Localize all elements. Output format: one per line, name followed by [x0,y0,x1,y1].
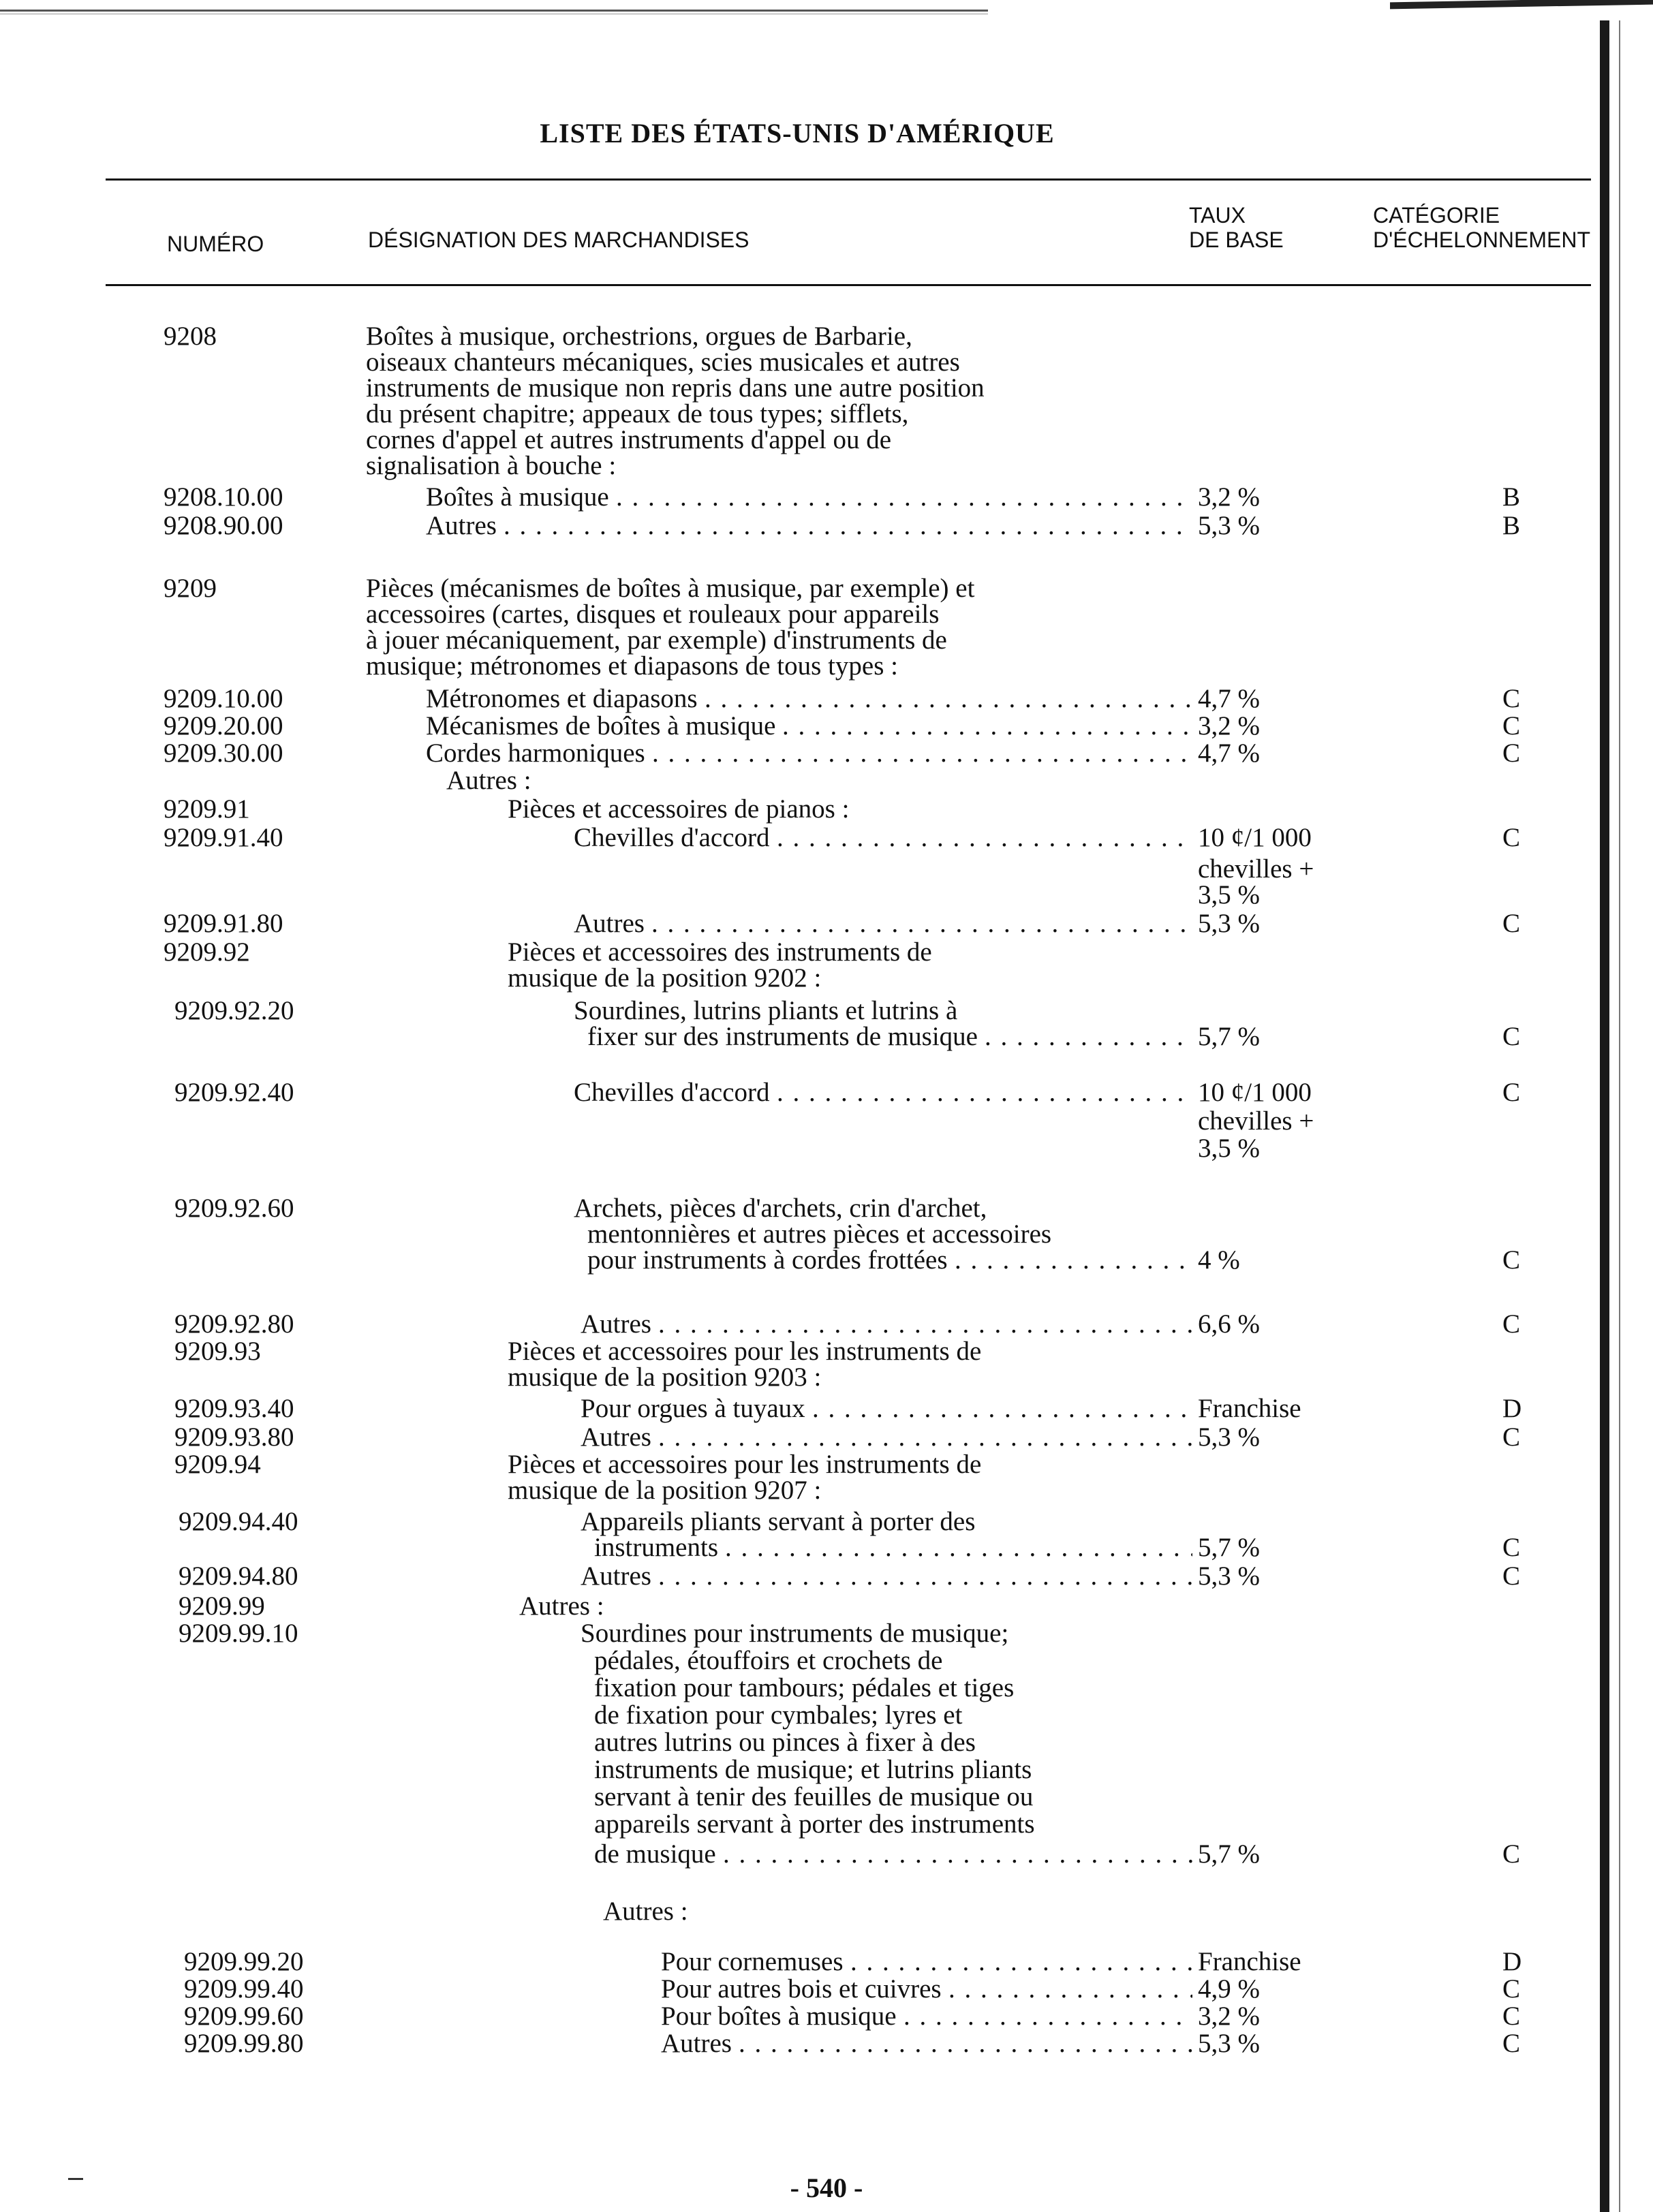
tariff-number: 9209.94 [174,1450,261,1479]
column-header-taux-line2: DE BASE [1189,228,1284,252]
staging-category: C [1502,1533,1521,1562]
table-row [0,963,1594,993]
goods-description: Autres [574,909,645,938]
scan-edge-right-thin [1619,20,1620,2212]
table-row [0,1646,1594,1676]
tariff-number: 9208 [164,322,217,351]
base-rate: 3,5 % [1198,1134,1260,1163]
staging-category: C [1502,1974,1521,2004]
goods-description: cornes d'appel et autres instruments d'appel ou de [366,425,892,454]
goods-description: Pièces et accessoires pour les instruments de [508,1450,982,1479]
staging-category: C [1502,1422,1521,1452]
page-number: - 540 - [790,2172,863,2203]
tariff-number: 9209.20.00 [164,711,283,741]
table-row [0,1078,1594,1108]
base-rate: Franchise [1198,1394,1301,1423]
goods-description: de musique [594,1839,716,1869]
goods-description: pédales, étouffoirs et crochets de [594,1646,943,1675]
table-row [0,1728,1594,1758]
tariff-number: 9209.94.40 [179,1507,298,1536]
table-row [0,1022,1594,1052]
table-row [0,1809,1594,1839]
scan-corner-shadow [1390,0,1653,9]
dot-leader [850,1947,1192,1977]
dot-leader [782,711,1192,741]
base-rate: Franchise [1198,1947,1301,1976]
goods-description: fixer sur des instruments de musique [587,1022,978,1051]
goods-description: Autres [581,1422,651,1452]
table-row [0,2029,1594,2059]
dot-leader [725,1533,1192,1563]
column-header-numero: NUMÉRO [167,232,264,256]
base-rate: chevilles + [1198,854,1314,884]
goods-description: Cordes harmoniques [426,738,645,768]
tariff-number: 9209.93.40 [174,1394,294,1423]
goods-description: Boîtes à musique [426,482,609,512]
staging-category: C [1502,823,1521,852]
base-rate: 3,2 % [1198,482,1260,512]
dot-leader [504,511,1192,541]
goods-description: appareils servant à porter des instruments [594,1809,1035,1839]
column-header-taux-line1: TAUX [1189,203,1246,228]
tariff-number: 9209.94.80 [179,1561,298,1591]
goods-description: Autres : [446,766,531,795]
tariff-number: 9209.92.40 [174,1078,294,1107]
goods-description: Boîtes à musique, orchestrions, orgues de Barbarie, [366,322,912,351]
table-row [0,651,1594,681]
base-rate: 5,3 % [1198,1561,1260,1591]
base-rate: 10 ¢/1 000 [1198,823,1312,852]
table-row [0,1974,1594,2004]
tariff-number: 9209.99.60 [184,2001,304,2031]
goods-description: servant à tenir des feuilles de musique ou [594,1782,1034,1811]
table-row [0,1700,1594,1730]
base-rate: 5,3 % [1198,909,1260,938]
dot-leader [739,2029,1192,2059]
tariff-number: 9209.92 [164,937,250,967]
table-row [0,1422,1594,1452]
base-rate: 5,3 % [1198,2029,1260,2058]
table-row [0,451,1594,481]
base-rate: 4,9 % [1198,1974,1260,2004]
staging-category: C [1502,909,1521,938]
table-row [0,880,1594,910]
goods-description: accessoires (cartes, disques et rouleaux pour appareils [366,599,940,629]
goods-description: instruments de musique non repris dans une autre position [366,373,985,403]
dot-leader [658,1309,1192,1339]
base-rate: chevilles + [1198,1106,1314,1136]
column-header-taux [1189,203,1284,252]
base-rate: 5,7 % [1198,1533,1260,1562]
table-row [0,738,1594,768]
goods-description: musique; métronomes et diapasons de tous types : [366,651,898,681]
column-header-categorie-line1: CATÉGORIE [1373,203,1500,228]
goods-description: Autres : [603,1897,688,1926]
base-rate: 4,7 % [1198,684,1260,713]
column-header-designation: DÉSIGNATION DES MARCHANDISES [368,228,750,252]
staging-category: C [1502,711,1521,741]
dot-leader [903,2001,1192,2031]
goods-description: Mécanismes de boîtes à musique [426,711,776,741]
table-row [0,1309,1594,1339]
tariff-number: 9209.91.40 [164,823,283,852]
dot-leader [985,1022,1192,1052]
goods-description: Autres [426,511,497,540]
header-rule-top [106,178,1591,181]
tariff-number: 9209.92.20 [174,996,294,1025]
table-row [0,909,1594,939]
tariff-number: 9209 [164,574,217,603]
goods-description: Archets, pièces d'archets, crin d'archet, [574,1194,987,1223]
goods-description: à jouer mécaniquement, par exemple) d'instruments de [366,625,947,655]
base-rate: 5,7 % [1198,1022,1260,1051]
table-row [0,711,1594,741]
base-rate: 3,5 % [1198,880,1260,909]
dot-leader [812,1394,1192,1424]
scan-edge-right [1600,20,1609,2212]
staging-category: C [1502,738,1521,768]
base-rate: 6,6 % [1198,1309,1260,1339]
tariff-number: 9209.99.40 [184,1974,304,2004]
staging-category: C [1502,1839,1521,1869]
goods-description: Pour boîtes à musique [661,2001,897,2031]
dot-leader [955,1245,1192,1275]
table-row [0,1533,1594,1563]
goods-description: Chevilles d'accord [574,823,770,852]
goods-description: musique de la position 9203 : [508,1362,822,1392]
table-row [0,1362,1594,1392]
base-rate: 5,7 % [1198,1839,1260,1869]
dot-leader [777,1078,1192,1108]
staging-category: C [1502,2001,1521,2031]
table-row [0,1134,1594,1164]
table-row [0,1673,1594,1703]
goods-description: signalisation à bouche : [366,451,617,480]
base-rate: 4,7 % [1198,738,1260,768]
goods-description: Pièces et accessoires pour les instruments de [508,1337,982,1366]
staging-category: C [1502,1309,1521,1339]
goods-description: Autres [581,1561,651,1591]
scan-edge-top [0,10,988,12]
table-row [0,1619,1594,1649]
dot-leader [658,1561,1192,1591]
table-row [0,1394,1594,1424]
tariff-number: 9209.99.80 [184,2029,304,2058]
base-rate: 10 ¢/1 000 [1198,1078,1312,1107]
column-header-categorie-line2: D'ÉCHELONNEMENT [1373,228,1591,252]
goods-description: Pièces et accessoires de pianos : [508,794,850,824]
goods-description: Pièces et accessoires des instruments de [508,937,932,967]
tariff-number: 9209.92.80 [174,1309,294,1339]
goods-description: Appareils pliants servant à porter des [581,1507,976,1536]
goods-description: Sourdines pour instruments de musique; [581,1619,1009,1648]
tariff-number: 9209.93.80 [174,1422,294,1452]
goods-description: Autres : [519,1591,604,1621]
table-row [0,1561,1594,1591]
base-rate: 4 % [1198,1245,1240,1275]
staging-category: C [1502,1078,1521,1107]
table-row [0,794,1594,824]
staging-category: D [1502,1394,1522,1423]
tariff-number: 9208.10.00 [164,482,283,512]
table-row [0,1106,1594,1136]
table-row [0,1897,1594,1927]
tariff-number: 9209.99 [179,1591,265,1621]
goods-description: instruments de musique; et lutrins pliants [594,1755,1032,1784]
table-row [0,1476,1594,1506]
tariff-number: 9209.93 [174,1337,261,1366]
base-rate: 5,3 % [1198,1422,1260,1452]
dot-leader [652,738,1192,768]
goods-description: instruments [594,1533,718,1562]
goods-description: mentonnières et autres pièces et accessoires [587,1219,1052,1249]
column-header-categorie [1373,203,1590,252]
staging-category: D [1502,1947,1522,1976]
goods-description: du présent chapitre; appeaux de tous types; sifflets, [366,399,909,429]
table-row [0,2001,1594,2031]
header-rule-bottom [106,284,1591,286]
table-row [0,511,1594,541]
goods-description: Métronomes et diapasons [426,684,698,713]
goods-description: oiseaux chanteurs mécaniques, scies musicales et autres [366,347,960,377]
tariff-number: 9209.30.00 [164,738,283,768]
goods-description: autres lutrins ou pinces à fixer à des [594,1728,976,1757]
table-row [0,684,1594,714]
page-title: LISTE DES ÉTATS-UNIS D'AMÉRIQUE [540,118,1055,149]
goods-description: Autres [661,2029,732,2058]
dot-leader [948,1974,1192,2004]
tariff-number: 9209.92.60 [174,1194,294,1223]
dot-leader [658,1422,1192,1452]
goods-description: Pour cornemuses [661,1947,844,1976]
dot-leader [705,684,1192,714]
tariff-number: 9209.10.00 [164,684,283,713]
table-row [0,1947,1594,1977]
table-row [0,1782,1594,1812]
table-row [0,823,1594,853]
staging-category: C [1502,2029,1521,2058]
goods-description: musique de la position 9202 : [508,963,822,993]
staging-category: B [1502,511,1521,540]
staging-category: B [1502,482,1521,512]
staging-category: C [1502,684,1521,713]
staging-category: C [1502,1561,1521,1591]
base-rate: 5,3 % [1198,511,1260,540]
table-row [0,1839,1594,1869]
dot-leader [651,909,1192,939]
table-row [0,482,1594,512]
tariff-number: 9208.90.00 [164,511,283,540]
goods-description: Sourdines, lutrins pliants et lutrins à [574,996,958,1025]
table-row [0,1591,1594,1621]
dot-leader [777,823,1192,853]
dot-leader [616,482,1192,512]
goods-description: pour instruments à cordes frottées [587,1245,948,1275]
tariff-number: 9209.91 [164,794,250,824]
goods-description: Pour orgues à tuyaux [581,1394,805,1423]
staging-category: C [1502,1245,1521,1275]
table-row [0,1755,1594,1785]
goods-description: Chevilles d'accord [574,1078,770,1107]
goods-description: fixation pour tambours; pédales et tiges [594,1673,1015,1702]
table-row [0,1245,1594,1275]
goods-description: Pour autres bois et cuivres [661,1974,942,2004]
goods-description: musique de la position 9207 : [508,1476,822,1505]
goods-description: de fixation pour cymbales; lyres et [594,1700,963,1730]
tariff-number: 9209.99.20 [184,1947,304,1976]
tariff-number: 9209.91.80 [164,909,283,938]
goods-description: Autres [581,1309,651,1339]
base-rate: 3,2 % [1198,2001,1260,2031]
base-rate: 3,2 % [1198,711,1260,741]
goods-description: Pièces (mécanismes de boîtes à musique, par exemple) et [366,574,975,603]
staging-category: C [1502,1022,1521,1051]
table-row [0,766,1594,796]
tariff-number: 9209.99.10 [179,1619,298,1648]
dot-leader [723,1839,1192,1869]
